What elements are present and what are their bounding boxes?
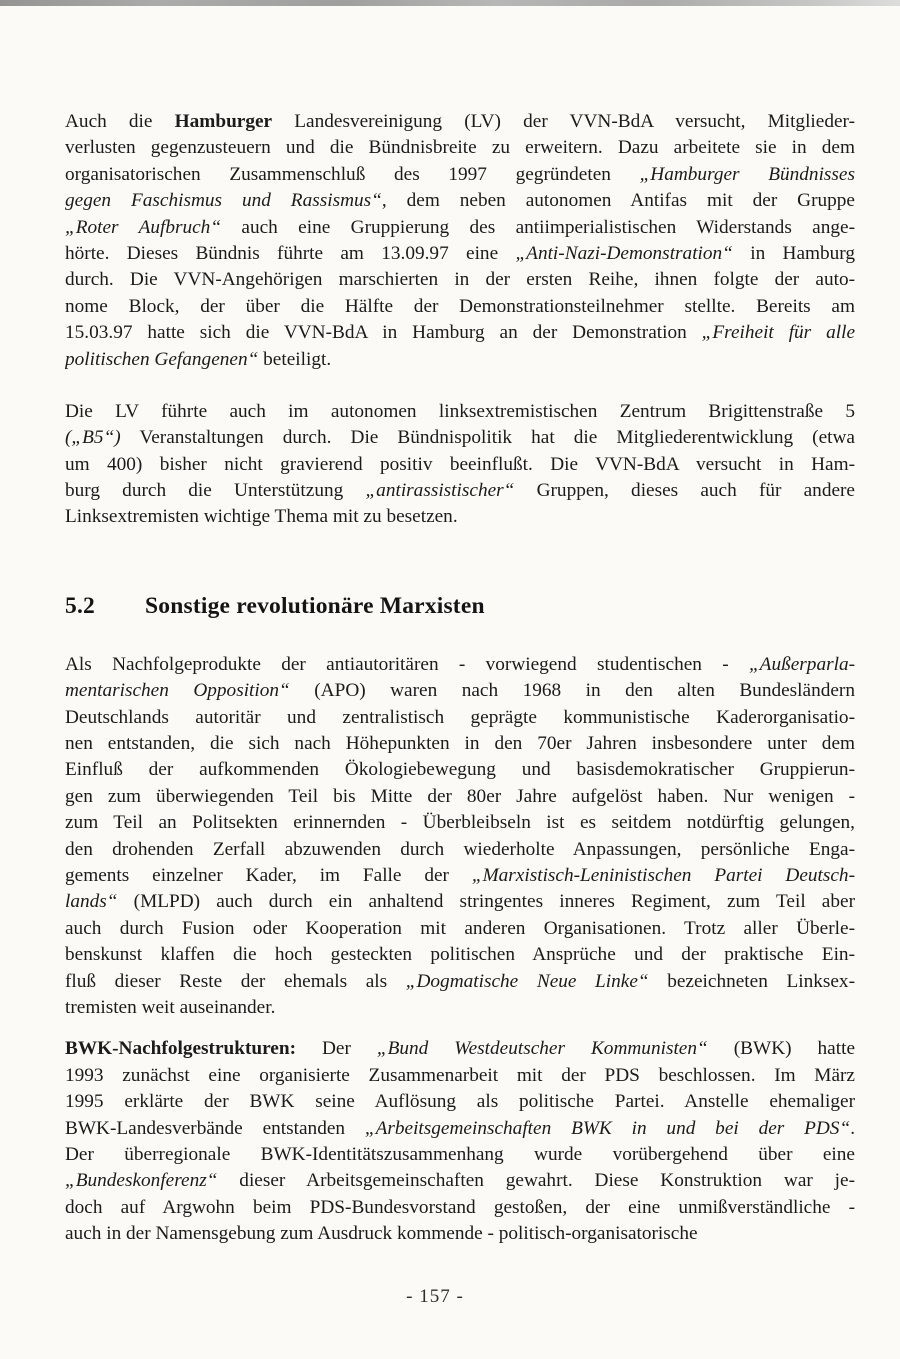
text-segment-normal: beteiligt. [258,348,332,370]
text-segment-normal: Einfluß der aufkommenden Ökologiebewegung und basisdemokratischer Gruppierun- [65,759,855,781]
text-segment-normal: benskunst klaffen die hoch gesteckten politischen Ansprüche und der praktische Ein- [65,944,855,966]
text-segment-normal: (MLPD) auch durch ein anhaltend stringentes inneres Regiment, zum Teil aber [117,891,855,913]
text-segment-normal: fluß dieser Reste der ehemals als [65,970,406,992]
body-text-after-heading [65,652,855,1248]
text-segment-normal: burg durch die Unterstützung [65,480,366,502]
text-segment-normal: tremisten weit auseinander. [65,996,276,1018]
text-segment-italic: („B5“) [65,427,121,449]
text-line [65,1116,855,1142]
paragraph-apo-nachfolge [65,652,855,1021]
text-segment-normal: Deutschlands autoritär und zentralistisch geprägte kommunistische Kaderorganisatio- [65,706,855,728]
text-line [65,267,855,293]
text-line [65,1063,855,1089]
text-line [65,241,855,267]
text-segment-italic: „Bundeskonferenz“ [65,1170,218,1192]
text-segment-normal: um 400) bisher nicht gravierend positiv beeinflußt. Die VVN-BdA versucht in Ham- [65,453,855,475]
text-line [65,757,855,783]
text-line [65,1221,855,1247]
text-segment-italic: „Arbeitsgemeinschaften BWK in und bei der PDS“ [364,1117,851,1139]
text-segment-normal: hörte. Dieses Bündnis führte am 13.09.97 eine [65,242,516,264]
text-segment-normal: nome Block, der über die Hälfte der Demonstrationsteilnehmer stellte. Bereits am [65,295,855,317]
section-heading [65,591,855,622]
text-line [65,995,855,1021]
text-segment-normal: auch eine Gruppierung des antiimperialistischen Widerstands ange- [221,216,855,238]
text-line [65,784,855,810]
text-segment-normal: Der [296,1038,377,1060]
text-segment-italic: „Hamburger Bündnisses [639,163,855,185]
text-segment-normal: durch. Die VVN-Angehörigen marschierten in der ersten Reihe, ihnen folgte der auto- [65,269,855,291]
text-line [65,1168,855,1194]
paragraph-bwk-nachfolgestrukturen [65,1036,855,1247]
text-segment-italic: „Außerparla- [748,653,855,675]
text-line [65,678,855,704]
text-line [65,188,855,214]
text-segment-italic: mentarischen Opposition“ [65,680,290,702]
text-line [65,969,855,995]
text-line [65,478,855,504]
text-line [65,320,855,346]
text-line [65,652,855,678]
text-segment-italic: „Freiheit für alle [701,322,855,344]
text-segment-normal: auch in der Namensgebung zum Ausdruck kommende - politisch-organisatorische [65,1223,698,1245]
text-segment-italic: „Roter Aufbruch“ [65,216,222,238]
text-segment-normal: . [850,1117,855,1139]
text-segment-normal: 1993 zunächst eine organisierte Zusammenarbeit mit der PDS beschlossen. Im März [65,1064,855,1086]
text-segment-normal: Landesvereinigung (LV) der VVN-BdA versucht, Mitglieder- [272,111,855,132]
text-line [65,452,855,478]
page-number: - 157 - [406,1286,464,1308]
text-segment-normal: , dem neben autonomen Antifas mit der Gruppe [381,190,855,212]
text-line [65,1142,855,1168]
text-segment-normal: bezeichneten Linksex- [648,970,855,992]
text-line [65,347,855,373]
text-segment-normal: Linksextremisten wichtige Thema mit zu besetzen. [65,506,458,528]
text-line [65,731,855,757]
text-segment-italic: „Marxistisch-Leninistischen Partei Deutsch- [471,864,855,886]
text-line [65,294,855,320]
text-segment-italic: „Anti-Nazi-Demonstration“ [515,242,733,264]
text-segment-normal: gen zum überwiegenden Teil bis Mitte der 80er Jahre aufgelöst haben. Nur wenigen - [65,785,855,807]
text-line [65,942,855,968]
text-line [65,837,855,863]
text-segment-italic: „antirassistischer“ [365,480,515,502]
text-segment-normal: Die LV führte auch im autonomen linksextremistischen Zentrum Brigittenstraße 5 [65,400,855,422]
text-segment-normal: Der überregionale BWK-Identitätszusammenhang wurde vorübergehend über eine [65,1143,855,1165]
text-segment-normal: (BWK) hatte [707,1038,855,1060]
text-line [65,1089,855,1115]
text-segment-normal: (APO) waren nach 1968 in den alten Bundesländern [289,680,855,702]
text-segment-bold: BWK-Nachfolgestrukturen: [65,1038,297,1060]
text-segment-normal: Veranstaltungen durch. Die Bündnispolitik hat die Mitgliederentwicklung (etwa [120,427,855,449]
text-line [65,916,855,942]
text-segment-normal: dieser Arbeitsgemeinschaften gewahrt. Diese Konstruktion war je- [217,1170,855,1192]
text-segment-normal: in Hamburg [732,242,855,264]
text-line [65,215,855,241]
text-line [65,1195,855,1221]
text-line [65,863,855,889]
text-line [65,705,855,731]
text-line [65,162,855,188]
text-segment-normal: organisatorischen Zusammenschluß des 1997 gegründeten [65,163,640,185]
text-line [65,889,855,915]
text-segment-italic: politischen Gefangenen“ [65,348,259,370]
text-segment-normal: Als Nachfolgeprodukte der antiautoritären - vorwiegend studentischen - [65,653,749,675]
text-segment-normal: doch auf Argwohn beim PDS-Bundesvorstand gestoßen, der eine unmißverständliche - [65,1196,855,1218]
text-segment-normal: gements einzelner Kader, im Falle der [65,864,472,886]
section-title: Sonstige revolutionäre Marxisten [145,592,485,619]
text-segment-italic: „Bund Westdeutscher Kommunisten“ [376,1038,708,1060]
text-segment-italic: „Dogmatische Neue Linke“ [405,970,649,992]
body-text-before-heading [65,109,855,531]
text-segment-normal: BWK-Landesverbände entstanden [65,1117,365,1139]
text-line [65,135,855,161]
text-segment-normal: 15.03.97 hatte sich die VVN-BdA in Hamburg an der Demonstration [65,322,702,344]
text-segment-italic: gegen Faschismus und Rassismus“ [65,190,382,212]
text-segment-normal: nen entstanden, die sich nach Höhepunkten in den 70er Jahren insbesondere unter dem [65,733,855,755]
text-segment-normal: 1995 erklärte der BWK seine Auflösung als politische Partei. Anstelle ehemaliger [65,1091,855,1113]
text-segment-normal: verlusten gegenzusteuern und die Bündnisbreite zu erweitern. Dazu arbeitete sie in dem [65,137,855,159]
text-line [65,504,855,530]
text-segment-normal: Gruppen, dieses auch für andere [514,480,855,502]
paragraph-lv-buendnispolitik [65,399,855,531]
text-line [65,109,855,135]
text-line [65,399,855,425]
text-line [65,425,855,451]
text-segment-italic: lands“ [65,891,118,913]
text-line [65,1036,855,1062]
text-segment-normal: Auch die [65,111,175,132]
text-line [65,810,855,836]
text-segment-normal: zum Teil an Politsekten erinnernden - Überbleibseln ist es seitdem notdürftig gelungen, [65,812,855,834]
section-number: 5.2 [65,592,95,619]
text-segment-normal: auch durch Fusion oder Kooperation mit anderen Organisationen. Trotz aller Überle- [65,917,855,939]
paragraph-vvn-hamburg [65,109,855,373]
text-segment-normal: den drohenden Zerfall abzuwenden durch wiederholte Anpassungen, persönliche Enga- [65,838,855,860]
text-segment-bold: Hamburger [174,111,273,132]
